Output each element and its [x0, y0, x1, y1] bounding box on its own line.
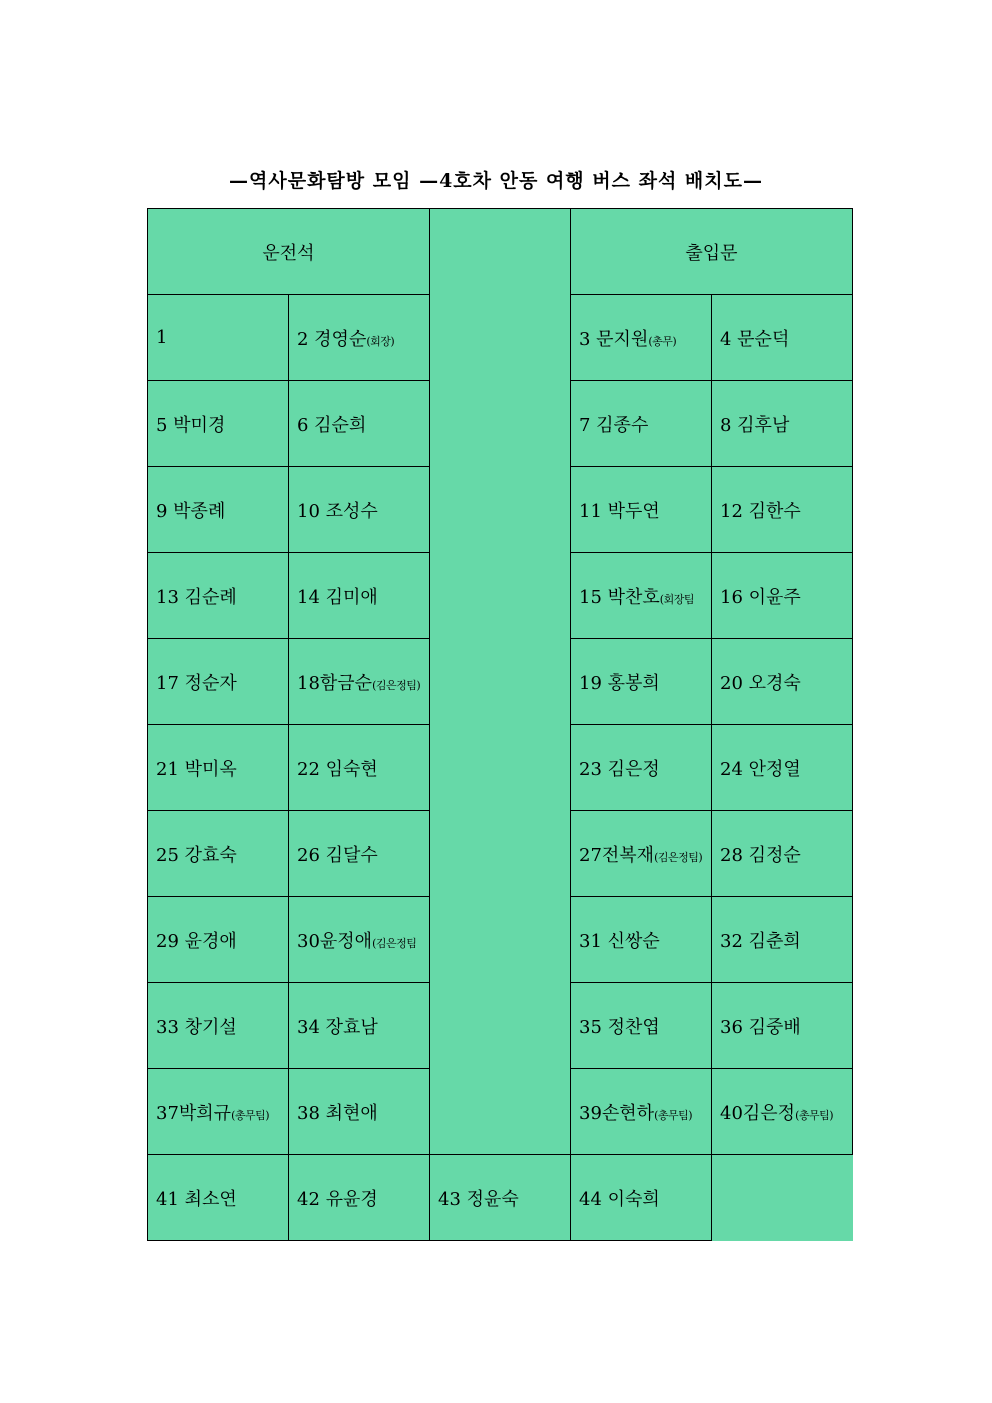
- seat-label: 40김은정: [720, 1102, 796, 1124]
- seat-label: 25 강효숙: [156, 844, 237, 866]
- seat-cell: [712, 811, 853, 897]
- seat-cell: [571, 381, 712, 467]
- seat-cell: [712, 897, 853, 983]
- seat-cell: [571, 639, 712, 725]
- seat-cell: [571, 467, 712, 553]
- seat-cell: [148, 897, 289, 983]
- seat-cell: [148, 295, 289, 381]
- seat-cell: [289, 381, 430, 467]
- seat-label: 24 안정열: [720, 758, 801, 780]
- seat-role-note: (회장팀: [659, 592, 694, 606]
- seat-cell: [712, 381, 853, 467]
- seat-label: 32 김춘희: [720, 930, 801, 952]
- seat-role-note: (김은정팀): [372, 678, 421, 692]
- seat-cell: [712, 295, 853, 381]
- seat-label: 23 김은정: [579, 758, 660, 780]
- seat-cell: [571, 553, 712, 639]
- seat-role-note: (회장): [366, 334, 395, 348]
- seat-label: 20 오경숙: [720, 672, 801, 694]
- seat-cell: [289, 639, 430, 725]
- seat-label: 34 장효남: [297, 1016, 378, 1038]
- seat-label: 39손현하: [579, 1102, 655, 1124]
- seat-cell: [571, 897, 712, 983]
- seat-cell: [289, 467, 430, 553]
- seat-label: 12 김한수: [720, 500, 801, 522]
- seat-cell: [571, 811, 712, 897]
- seat-role-note: (총무팀): [654, 1108, 693, 1122]
- seat-role-note: (김은정팀: [372, 936, 417, 950]
- seat-role-note: (총무팀): [795, 1108, 834, 1122]
- seat-label: 22 임숙현: [297, 758, 378, 780]
- seat-cell: [712, 553, 853, 639]
- seat-label: 28 김정순: [720, 844, 801, 866]
- seat-cell: [430, 1155, 571, 1241]
- seat-cell: [148, 725, 289, 811]
- bus-seat-chart: [147, 208, 853, 1241]
- driver-seat-header: 운전석: [148, 209, 430, 295]
- seat-label: 1: [156, 327, 168, 348]
- seat-label: 38 최현애: [297, 1102, 378, 1124]
- seat-label: 26 김달수: [297, 844, 378, 866]
- seat-cell: [148, 811, 289, 897]
- aisle: [430, 209, 571, 1155]
- seat-cell: [289, 725, 430, 811]
- seat-label: 13 김순례: [156, 586, 237, 608]
- seat-label: 7 김종수: [579, 414, 649, 436]
- seat-cell: [571, 1155, 712, 1241]
- seat-label: 3 문지원: [579, 328, 649, 350]
- seat-cell: [571, 983, 712, 1069]
- seat-label: 8 김후남: [720, 414, 790, 436]
- seat-role-note: (김은정팀): [654, 850, 703, 864]
- seat-cell: [571, 725, 712, 811]
- seat-label: 31 신쌍순: [579, 930, 660, 952]
- seat-role-note: (총무): [648, 334, 677, 348]
- seat-label: 43 정윤숙: [438, 1188, 519, 1210]
- seat-cell: [289, 553, 430, 639]
- seat-label: 2 경영순: [297, 328, 367, 350]
- seat-label: 44 이숙희: [579, 1188, 660, 1210]
- page-title: —역사문화탐방 모임 —4호차 안동 여행 버스 좌석 배치도—: [229, 170, 763, 192]
- seat-label: 29 윤경애: [156, 930, 237, 952]
- seat-cell: [289, 897, 430, 983]
- seat-cell: [289, 1069, 430, 1155]
- seat-label: 15 박찬호: [579, 586, 660, 608]
- seat-cell: [571, 295, 712, 381]
- seat-label: 18함금순: [297, 672, 373, 694]
- seat-cell: [571, 1069, 712, 1155]
- seat-label: 9 박종례: [156, 500, 226, 522]
- seat-label: 41 최소연: [156, 1188, 237, 1210]
- seat-cell: [148, 381, 289, 467]
- seat-label: 42 유윤경: [297, 1188, 378, 1210]
- seat-role-note: (총무팀): [231, 1108, 270, 1122]
- seat-cell: [148, 983, 289, 1069]
- seat-cell: [712, 639, 853, 725]
- seat-cell: [289, 983, 430, 1069]
- seat-label: 5 박미경: [156, 414, 226, 436]
- entrance-header: 출입문: [571, 209, 853, 295]
- header-row: [148, 209, 853, 295]
- seat-label: 21 박미옥: [156, 758, 237, 780]
- seat-cell: [712, 983, 853, 1069]
- seat-label: 6 김순희: [297, 414, 367, 436]
- seat-cell: [289, 295, 430, 381]
- seat-cell: [148, 1069, 289, 1155]
- seat-label: 36 김중배: [720, 1016, 801, 1038]
- seat-cell: [148, 553, 289, 639]
- seat-label: 10 조성수: [297, 500, 378, 522]
- seat-cell: [148, 467, 289, 553]
- seat-label: 27전복재: [579, 844, 655, 866]
- seat-label: 11 박두연: [579, 500, 660, 522]
- seat-label: 30윤정애: [297, 930, 373, 952]
- seat-label: 16 이윤주: [720, 586, 801, 608]
- seat-label: 17 정순자: [156, 672, 237, 694]
- seat-cell: [712, 467, 853, 553]
- seat-cell: [148, 1155, 289, 1241]
- seat-cell: [712, 725, 853, 811]
- seat-cell: [289, 1155, 430, 1241]
- seat-label: 35 정찬엽: [579, 1016, 660, 1038]
- seat-cell: [289, 811, 430, 897]
- seat-label: 33 창기설: [156, 1016, 237, 1038]
- seat-row: [148, 1155, 853, 1241]
- seat-cell: [712, 1069, 853, 1155]
- seat-label: 4 문순덕: [720, 328, 790, 350]
- seat-label: 19 홍봉희: [579, 672, 660, 694]
- seat-label: 37박희규: [156, 1102, 232, 1124]
- seat-label: 14 김미애: [297, 586, 378, 608]
- seat-cell: [148, 639, 289, 725]
